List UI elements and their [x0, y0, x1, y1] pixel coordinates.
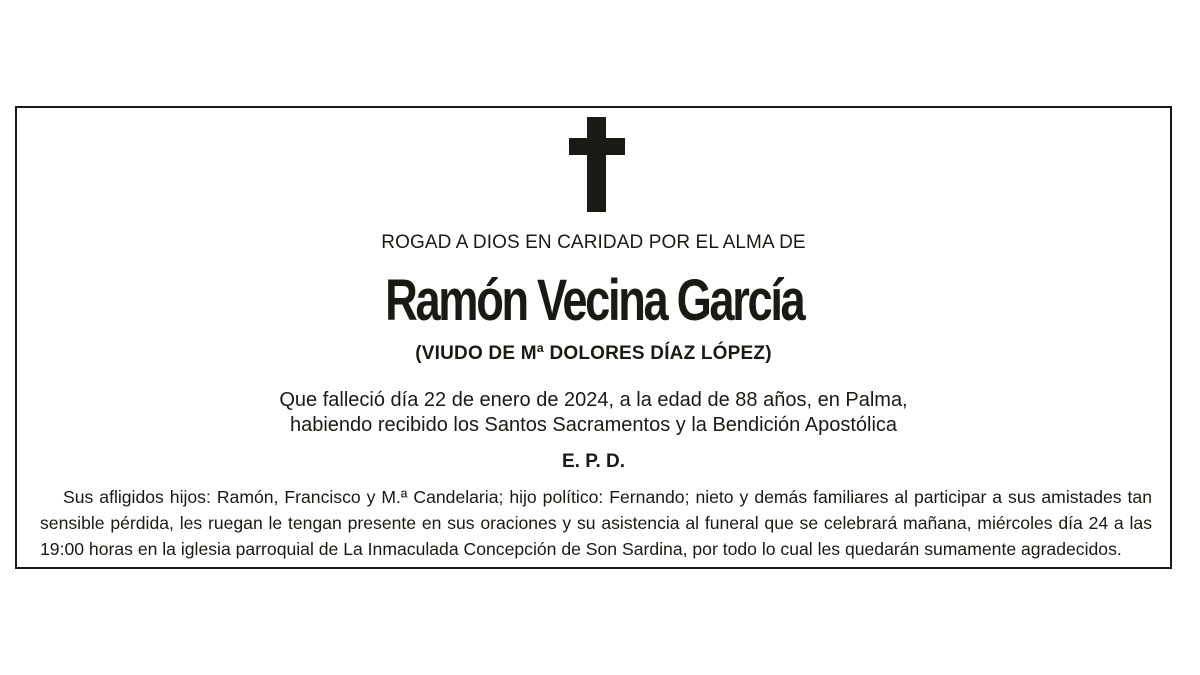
obituary-notice — [15, 106, 1172, 569]
widower-line: (VIUDO DE Mª DOLORES DÍAZ LÓPEZ) — [415, 343, 772, 364]
epd-abbreviation: E. P. D. — [561, 451, 625, 472]
preamble-text: ROGAD A DIOS EN CARIDAD POR EL ALMA DE — [381, 232, 806, 253]
death-details-line-1: Que falleció día 22 de enero de 2024, a la edad de 88 años, en Palma, — [279, 389, 908, 411]
deceased-name: Ramón Vecina García — [385, 268, 804, 333]
death-details — [17, 388, 1170, 438]
family-message: Sus afligidos hijos: Ramón, Francisco y M.ª Candelaria; hijo político: Fernando; nieto y demás familiares al participar a sus amistades tan sensible pérdida, les ruegan le tengan presente en sus oraciones y su asistencia al funeral que se celebrará mañana, miércoles día 24 a las 19:00 horas en la iglesia parroquial de La Inmaculada Concepción de Son Sardina, por todo lo cual les quedarán sumamente agradecidos. — [40, 487, 1152, 559]
cross-icon — [569, 117, 625, 212]
death-details-line-2: habiendo recibido los Santos Sacramentos y la Bendición Apostólica — [289, 414, 898, 436]
